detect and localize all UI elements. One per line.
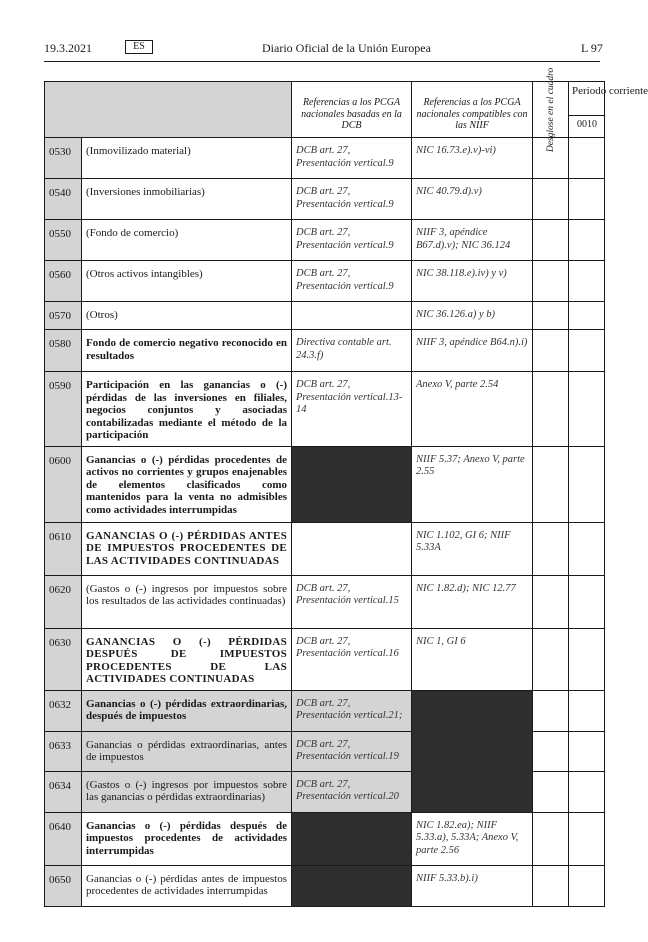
page-reference: L 97	[581, 41, 603, 55]
row-value-cell	[569, 138, 605, 179]
header-breakdown-text: Desglose en el cuadro	[545, 67, 556, 152]
row-value-cell	[569, 575, 605, 628]
row-value-cell	[569, 771, 605, 812]
row-code: 0600	[45, 446, 82, 522]
publication-date: 19.3.2021	[44, 41, 92, 55]
row-breakdown-cell	[533, 575, 569, 628]
row-value-cell	[569, 330, 605, 372]
header-period: Período corriente	[569, 82, 605, 116]
row-code: 0640	[45, 812, 82, 865]
row-ref-dcb: DCB art. 27, Presentación vertical.9	[292, 261, 412, 302]
table-row	[45, 330, 605, 372]
table-row	[45, 261, 605, 302]
row-code: 0560	[45, 261, 82, 302]
table-row	[45, 628, 605, 690]
row-value-cell	[569, 731, 605, 771]
header-ref-niif: Referencias a los PCGA nacionales compatibles con las NIIF	[412, 82, 533, 138]
row-value-cell	[569, 179, 605, 220]
row-breakdown-cell	[533, 628, 569, 690]
table-row	[45, 302, 605, 330]
row-label: (Otros activos intangibles)	[82, 261, 292, 302]
row-label: Participación en las ganancias o (-) pérdidas de las inversiones en filiales, negocios conjuntos y asociadas contabilizadas mediante el método de la participación	[82, 372, 292, 447]
row-label: GANANCIAS O (-) PÉRDIDAS ANTES DE IMPUESTOS PROCEDENTES DE LAS ACTIVIDADES CONTINUADAS	[82, 522, 292, 575]
row-value-cell	[569, 865, 605, 906]
row-ref-dcb: DCB art. 27, Presentación vertical.9	[292, 138, 412, 179]
language-badge: ES	[125, 40, 153, 54]
row-label: (Fondo de comercio)	[82, 220, 292, 261]
row-ref-dcb: DCB art. 27, Presentación vertical.9	[292, 179, 412, 220]
row-ref-niif: NIIF 5.33.b).i)	[412, 865, 533, 906]
header-rule	[44, 61, 600, 62]
row-label: (Gastos o (-) ingresos por impuestos sobre las ganancias o pérdidas extraordinarias)	[82, 771, 292, 812]
table-row	[45, 575, 605, 628]
row-ref-dcb-shaded	[292, 446, 412, 522]
row-value-cell	[569, 446, 605, 522]
financial-reporting-table	[44, 67, 648, 907]
row-ref-dcb: Directiva contable art. 24.3.f)	[292, 330, 412, 372]
row-label: (Gastos o (-) ingresos por impuestos sobre los resultados de las actividades continuadas)	[82, 575, 292, 628]
row-breakdown-cell	[533, 220, 569, 261]
row-breakdown-cell	[533, 261, 569, 302]
row-label: Fondo de comercio negativo reconocido en resultados	[82, 330, 292, 372]
row-ref-niif: NIC 1, GI 6	[412, 628, 533, 690]
row-code: 0634	[45, 771, 82, 812]
row-ref-dcb: DCB art. 27, Presentación vertical.19	[292, 731, 412, 771]
row-value-cell	[569, 220, 605, 261]
row-code: 0610	[45, 522, 82, 575]
row-label: Ganancias o (-) pérdidas después de impuestos procedentes de actividades interrumpidas	[82, 812, 292, 865]
journal-title: Diario Oficial de la Unión Europea	[262, 41, 431, 55]
row-label: Ganancias o pérdidas extraordinarias, antes de impuestos	[82, 731, 292, 771]
row-ref-dcb: DCB art. 27, Presentación vertical.13-14	[292, 372, 412, 447]
row-ref-niif: NIIF 3, apéndice B64.n).i)	[412, 330, 533, 372]
table-row	[45, 372, 605, 447]
row-label: Ganancias o (-) pérdidas antes de impuestos procedentes de actividades interrumpidas	[82, 865, 292, 906]
row-ref-dcb: DCB art. 27, Presentación vertical.15	[292, 575, 412, 628]
row-code: 0620	[45, 575, 82, 628]
header-breakdown	[533, 67, 569, 152]
row-breakdown-cell	[533, 690, 569, 731]
header-corner-cell	[45, 82, 292, 138]
row-ref-niif: Anexo V, parte 2.54	[412, 372, 533, 447]
row-value-cell	[569, 372, 605, 447]
row-breakdown-cell	[533, 330, 569, 372]
row-code: 0550	[45, 220, 82, 261]
row-ref-niif: NIC 38.118.e).iv) y v)	[412, 261, 533, 302]
row-code: 0540	[45, 179, 82, 220]
row-ref-niif: NIC 1.102, GI 6; NIIF 5.33A	[412, 522, 533, 575]
row-breakdown-cell	[533, 446, 569, 522]
row-label: (Inmovilizado material)	[82, 138, 292, 179]
row-ref-niif: NIIF 5.37; Anexo V, parte 2.55	[412, 446, 533, 522]
row-code: 0590	[45, 372, 82, 447]
row-value-cell	[569, 522, 605, 575]
row-ref-niif: NIC 1.82.ea); NIIF 5.33.a), 5.33A; Anexo V, parte 2.56	[412, 812, 533, 865]
row-code: 0633	[45, 731, 82, 771]
row-breakdown-cell	[533, 771, 569, 812]
row-ref-dcb-shaded	[292, 812, 412, 865]
row-ref-dcb: DCB art. 27, Presentación vertical.20	[292, 771, 412, 812]
table-row	[45, 138, 605, 179]
row-breakdown-cell	[533, 865, 569, 906]
table-row	[45, 865, 605, 906]
row-breakdown-cell	[533, 372, 569, 447]
row-label: Ganancias o (-) pérdidas procedentes de activos no corrientes y grupos enajenables de elementos clasificados como mantenidos para la venta no admisibles como actividades interrumpidas	[82, 446, 292, 522]
page-header	[0, 0, 603, 62]
row-code: 0580	[45, 330, 82, 372]
table-row	[45, 220, 605, 261]
table-row	[45, 812, 605, 865]
row-breakdown-cell	[533, 731, 569, 771]
row-ref-niif: NIC 36.126.a) y b)	[412, 302, 533, 330]
row-code: 0530	[45, 138, 82, 179]
row-ref-niif-shaded	[412, 690, 533, 812]
row-value-cell	[569, 690, 605, 731]
header-ref-dcb: Referencias a los PCGA nacionales basadas en la DCB	[292, 82, 412, 138]
row-code: 0650	[45, 865, 82, 906]
row-breakdown-cell	[533, 179, 569, 220]
row-ref-dcb: DCB art. 27, Presentación vertical.16	[292, 628, 412, 690]
row-breakdown-cell	[533, 302, 569, 330]
row-ref-dcb-shaded	[292, 865, 412, 906]
table-row	[45, 446, 605, 522]
row-value-cell	[569, 261, 605, 302]
row-ref-dcb	[292, 302, 412, 330]
row-value-cell	[569, 302, 605, 330]
row-code: 0630	[45, 628, 82, 690]
row-label: (Otros)	[82, 302, 292, 330]
header-period-code: 0010	[569, 116, 605, 138]
row-ref-dcb: DCB art. 27, Presentación vertical.9	[292, 220, 412, 261]
row-ref-niif: NIIF 3, apéndice B67.d).v); NIC 36.124	[412, 220, 533, 261]
row-ref-niif: NIC 40.79.d).v)	[412, 179, 533, 220]
row-label: (Inversiones inmobiliarias)	[82, 179, 292, 220]
row-value-cell	[569, 628, 605, 690]
row-code: 0632	[45, 690, 82, 731]
table-row	[45, 179, 605, 220]
row-ref-dcb	[292, 522, 412, 575]
row-ref-niif: NIC 16.73.e).v)-vi)	[412, 138, 533, 179]
row-breakdown-cell	[533, 522, 569, 575]
row-ref-dcb: DCB art. 27, Presentación vertical.21;	[292, 690, 412, 731]
row-code: 0570	[45, 302, 82, 330]
row-label: GANANCIAS O (-) PÉRDIDAS DESPUÉS DE IMPUESTOS PROCEDENTES DE LAS ACTIVIDADES CONTINUADAS	[82, 628, 292, 690]
row-value-cell	[569, 812, 605, 865]
table-row	[45, 522, 605, 575]
row-label: Ganancias o (-) pérdidas extraordinarias, después de impuestos	[82, 690, 292, 731]
table-row	[45, 690, 605, 731]
row-ref-niif: NIC 1.82.d); NIC 12.77	[412, 575, 533, 628]
row-breakdown-cell	[533, 812, 569, 865]
